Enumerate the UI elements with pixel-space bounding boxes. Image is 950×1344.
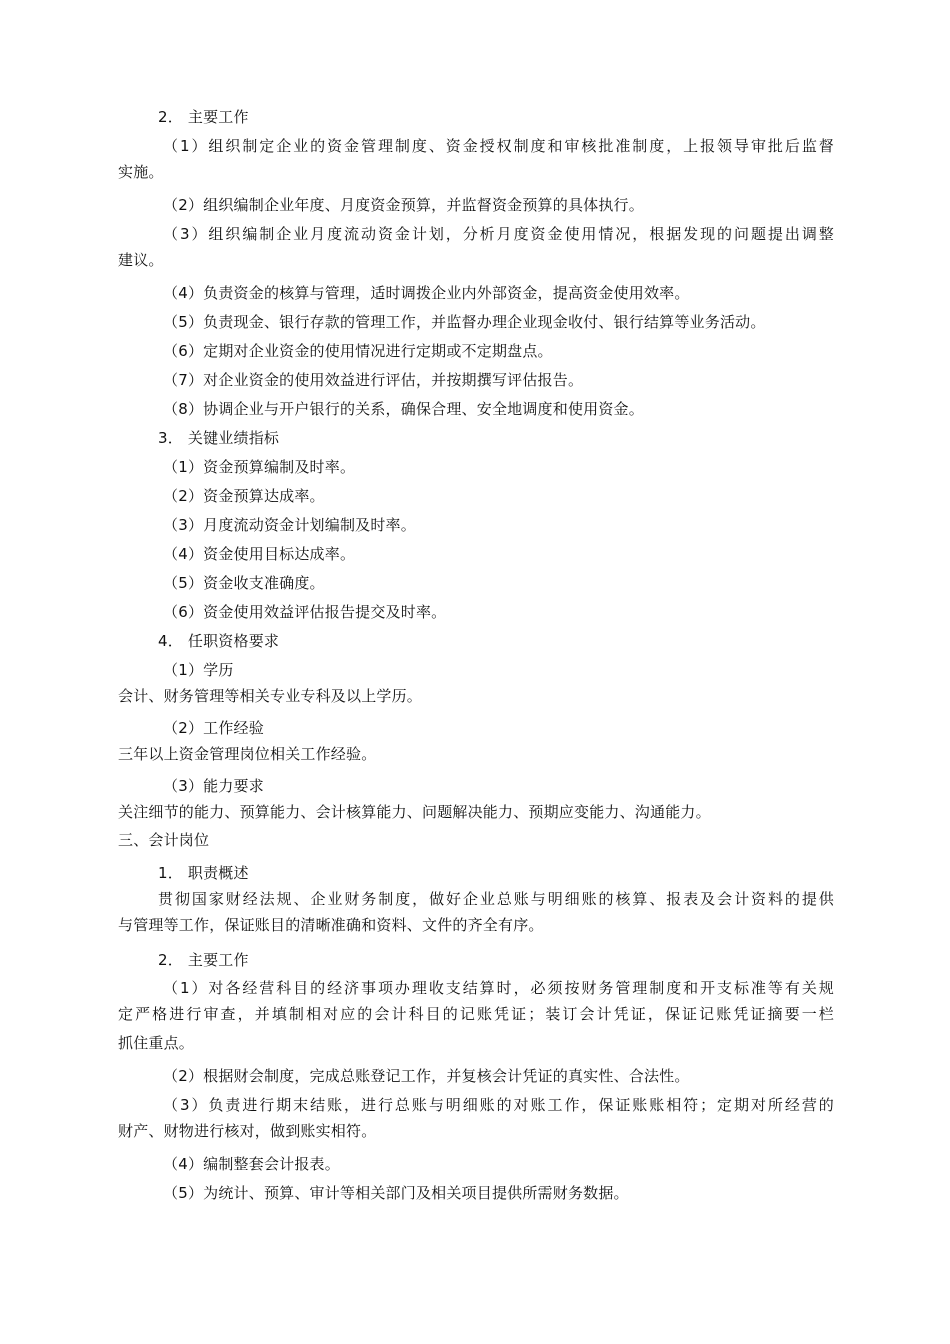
list-item: （5）负责现金、银行存款的管理工作，并监督办理企业现金收付、银行结算等业务活动。	[163, 313, 766, 331]
list-item: （1）资金预算编制及时率。	[163, 458, 356, 476]
paragraph: 贯彻国家财经法规、企业财务制度，做好企业总账与明细账的核算、报表及会计资料的提供	[158, 890, 834, 908]
list-item: （8）协调企业与开户银行的关系，确保合理、安全地调度和使用资金。	[163, 400, 644, 418]
section-2-heading: 2． 主要工作	[158, 108, 249, 126]
list-item: （4）编制整套会计报表。	[163, 1155, 340, 1173]
list-item-continuation: 抓住重点。	[118, 1034, 195, 1052]
list-item: （5）为统计、预算、审计等相关部门及相关项目提供所需财务数据。	[163, 1184, 629, 1202]
subsection-label: （3）能力要求	[163, 777, 264, 795]
list-item: （5）资金收支准确度。	[163, 574, 325, 592]
list-item: （1）组织制定企业的资金管理制度、资金授权制度和审核批准制度，上报领导审批后监督	[163, 137, 834, 155]
list-item: （2）资金预算达成率。	[163, 487, 325, 505]
list-item-continuation: 建议。	[118, 251, 164, 269]
paragraph: 三年以上资金管理岗位相关工作经验。	[118, 745, 377, 763]
paragraph: 会计、财务管理等相关专业专科及以上学历。	[118, 687, 423, 705]
list-item-continuation: 实施。	[118, 163, 164, 181]
list-item: （6）资金使用效益评估报告提交及时率。	[163, 603, 447, 621]
list-item: （2）组织编制企业年度、月度资金预算，并监督资金预算的具体执行。	[163, 196, 644, 214]
list-item: （3）月度流动资金计划编制及时率。	[163, 516, 416, 534]
section-3-heading: 3． 关键业绩指标	[158, 429, 280, 447]
section-2-heading: 2． 主要工作	[158, 951, 249, 969]
paragraph: 关注细节的能力、预算能力、会计核算能力、问题解决能力、预期应变能力、沟通能力。	[118, 803, 711, 821]
list-item: （2）根据财会制度，完成总账登记工作，并复核会计凭证的真实性、合法性。	[163, 1067, 690, 1085]
section-4-heading: 4． 任职资格要求	[158, 632, 280, 650]
paragraph-continuation: 与管理等工作，保证账目的清晰准确和资料、文件的齐全有序。	[118, 916, 544, 934]
list-item: （1）对各经营科目的经济事项办理收支结算时，必须按财务管理制度和开支标准等有关规	[163, 979, 834, 997]
list-item: （3）组织编制企业月度流动资金计划，分析月度资金使用情况，根据发现的问题提出调整	[163, 225, 834, 243]
list-item: （3）负责进行期末结账，进行总账与明细账的对账工作，保证账账相符；定期对所经营的	[163, 1096, 834, 1114]
section-1-heading: 1． 职责概述	[158, 864, 249, 882]
list-item: （4）负责资金的核算与管理，适时调拨企业内外部资金，提高资金使用效率。	[163, 284, 690, 302]
list-item: （4）资金使用目标达成率。	[163, 545, 356, 563]
list-item: （6）定期对企业资金的使用情况进行定期或不定期盘点。	[163, 342, 553, 360]
subsection-label: （2）工作经验	[163, 719, 264, 737]
part-heading: 三、会计岗位	[118, 831, 210, 849]
list-item: （7）对企业资金的使用效益进行评估，并按期撰写评估报告。	[163, 371, 584, 389]
list-item-continuation: 定严格进行审查，并填制相对应的会计科目的记账凭证；装订会计凭证，保证记账凭证摘要一栏	[118, 1005, 834, 1023]
subsection-label: （1）学历	[163, 661, 234, 679]
list-item-continuation: 财产、财物进行核对，做到账实相符。	[118, 1122, 377, 1140]
